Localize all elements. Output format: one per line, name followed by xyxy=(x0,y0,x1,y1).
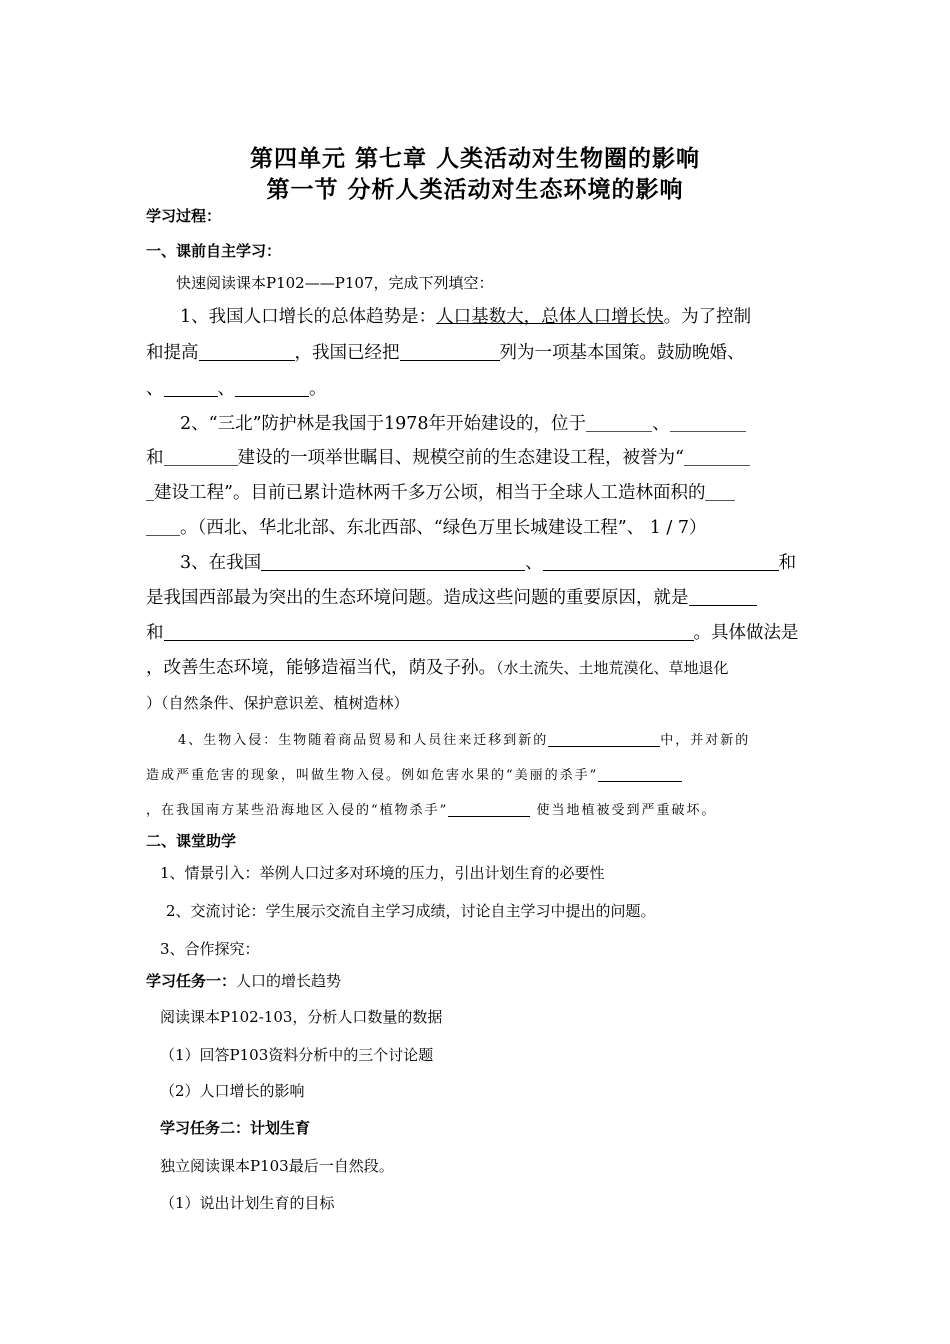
section2-item1: 1、情景引入：举例人口过多对环境的压力，引出计划生育的必要性 xyxy=(160,864,605,882)
fill-blank[interactable] xyxy=(448,803,530,817)
fill-blank[interactable] xyxy=(543,553,779,572)
q3-text-a: 3、在我国 xyxy=(180,553,262,573)
task1-sub2: （2）人口增长的影响 xyxy=(160,1082,305,1100)
q3-line1 xyxy=(180,549,796,574)
q1-line3 xyxy=(146,375,327,400)
q4-text-d: ，在我国南方某些沿海地区入侵的“植物杀手” xyxy=(146,803,449,818)
fill-blank[interactable] xyxy=(400,343,500,362)
q4-text-a: 4、生物入侵：生物随着商品贸易和人员往来迁移到新的 xyxy=(178,733,549,748)
page-title: 第四单元 第七章 人类活动对生物圈的影响 xyxy=(249,146,700,172)
q2-text-c: 和 xyxy=(146,448,164,468)
q2-text-e: 建设工程”。目前已累计造林两千多万公顷，相当于全球人工造林面积的 xyxy=(154,483,706,503)
q1-line1 xyxy=(180,303,751,328)
fill-blank[interactable] xyxy=(684,448,750,467)
q2-text-b: 、 xyxy=(652,414,670,434)
fill-blank[interactable] xyxy=(598,768,682,782)
fill-blank[interactable] xyxy=(235,379,309,398)
fill-blank[interactable] xyxy=(146,518,180,537)
task1-title: 人口的增长趋势 xyxy=(236,972,342,990)
section2-item3: 3、合作探究： xyxy=(160,940,260,958)
q1-text-d: 、 xyxy=(146,379,164,399)
q3-line2 xyxy=(146,584,757,609)
fill-blank[interactable] xyxy=(689,588,757,607)
fill-blank[interactable] xyxy=(548,733,660,747)
fill-blank[interactable] xyxy=(670,414,746,433)
q3-text-c: 和 xyxy=(778,553,797,573)
q1-prefix: 1、我国人口增长的总体趋势是： xyxy=(180,307,437,327)
q3-hint-a: （水土流失、土地荒漠化、草地退化 xyxy=(496,659,729,677)
section2-heading: 二、课堂助学 xyxy=(146,832,237,850)
q1-answer: 人口基数大，总体人口增长快 xyxy=(436,307,664,327)
q2-line4 xyxy=(146,514,707,539)
q3-text-d: 是我国西部最为突出的生态环境问题。造成这些问题的重要原因，就是 xyxy=(146,588,689,608)
task1-sub1: （1）回答P103资料分析中的三个讨论题 xyxy=(160,1046,434,1064)
process-label: 学习过程： xyxy=(146,207,222,225)
q3-line3 xyxy=(146,619,799,644)
section1-heading: 一、课前自主学习： xyxy=(146,242,282,260)
q4-text-c: 造成严重危害的现象，叫做生物入侵。例如危害水果的“美丽的杀手” xyxy=(146,768,599,783)
task1-intro: 阅读课本P102-103，分析人口数量的数据 xyxy=(160,1008,443,1026)
q3-text-g: ，改善生态环境，能够造福当代，荫及子孙。 xyxy=(146,658,496,678)
q3-text-f: 。具体做法是 xyxy=(693,623,799,643)
task2-sub1: （1）说出计划生育的目标 xyxy=(160,1194,335,1212)
q4-line2 xyxy=(146,764,682,783)
q1-text-f: 。 xyxy=(309,379,327,399)
fill-blank[interactable] xyxy=(586,414,652,433)
fill-blank[interactable] xyxy=(164,448,238,467)
q2-line1 xyxy=(180,410,746,435)
q1-text-c: 列为一项基本国策。鼓励晚婚、 xyxy=(499,343,745,363)
q2-line3 xyxy=(146,479,735,504)
fill-blank[interactable] xyxy=(164,379,218,398)
q2-text-d: 建设的一项举世瞩目、规模空前的生态建设工程，被誉为“ xyxy=(237,448,684,468)
fill-blank[interactable] xyxy=(199,343,295,362)
q1-line2 xyxy=(146,339,745,364)
q3-line4 xyxy=(146,654,729,679)
q3-text-e: 和 xyxy=(146,623,164,643)
q2-hint: 。（西北、华北北部、东北西部、“绿色万里长城建设工程”、 1 / 7） xyxy=(180,518,707,538)
fill-blank[interactable] xyxy=(705,483,735,502)
q1-suffix: 。为了控制 xyxy=(663,307,752,327)
q4-text-e: 使当地植被受到严重破坏。 xyxy=(536,803,717,818)
task1-label: 学习任务一： xyxy=(146,972,237,990)
q4-text-b: 中，并对新的 xyxy=(660,733,751,748)
task1-line xyxy=(146,970,341,991)
q1-text-e: 、 xyxy=(217,379,235,399)
q3-line5: ）（自然条件、保护意识差、植树造林） xyxy=(146,694,409,712)
page-subtitle: 第一节 分析人类活动对生态环境的影响 xyxy=(266,177,684,203)
fill-blank[interactable] xyxy=(261,553,525,572)
section1-intro: 快速阅读课本P102——P107，完成下列填空： xyxy=(176,274,494,292)
q1-text-b: ，我国已经把 xyxy=(294,343,400,363)
q2-line2 xyxy=(146,444,750,469)
q2-text-a: 2、“三北”防护林是我国于1978年开始建设的，位于 xyxy=(180,414,587,434)
task2-label: 学习任务二：计划生育 xyxy=(160,1119,311,1137)
q4-line3 xyxy=(146,799,716,818)
section2-item2: 2、交流讨论：学生展示交流自主学习成绩，讨论自主学习中提出的问题。 xyxy=(166,902,656,920)
q4-line1 xyxy=(178,729,750,748)
q3-text-b: 、 xyxy=(525,553,543,573)
task2-intro: 独立阅读课本P103最后一自然段。 xyxy=(160,1157,394,1175)
q1-text-a: 和提高 xyxy=(146,343,199,363)
fill-blank[interactable] xyxy=(146,483,154,502)
fill-blank[interactable] xyxy=(164,623,694,642)
